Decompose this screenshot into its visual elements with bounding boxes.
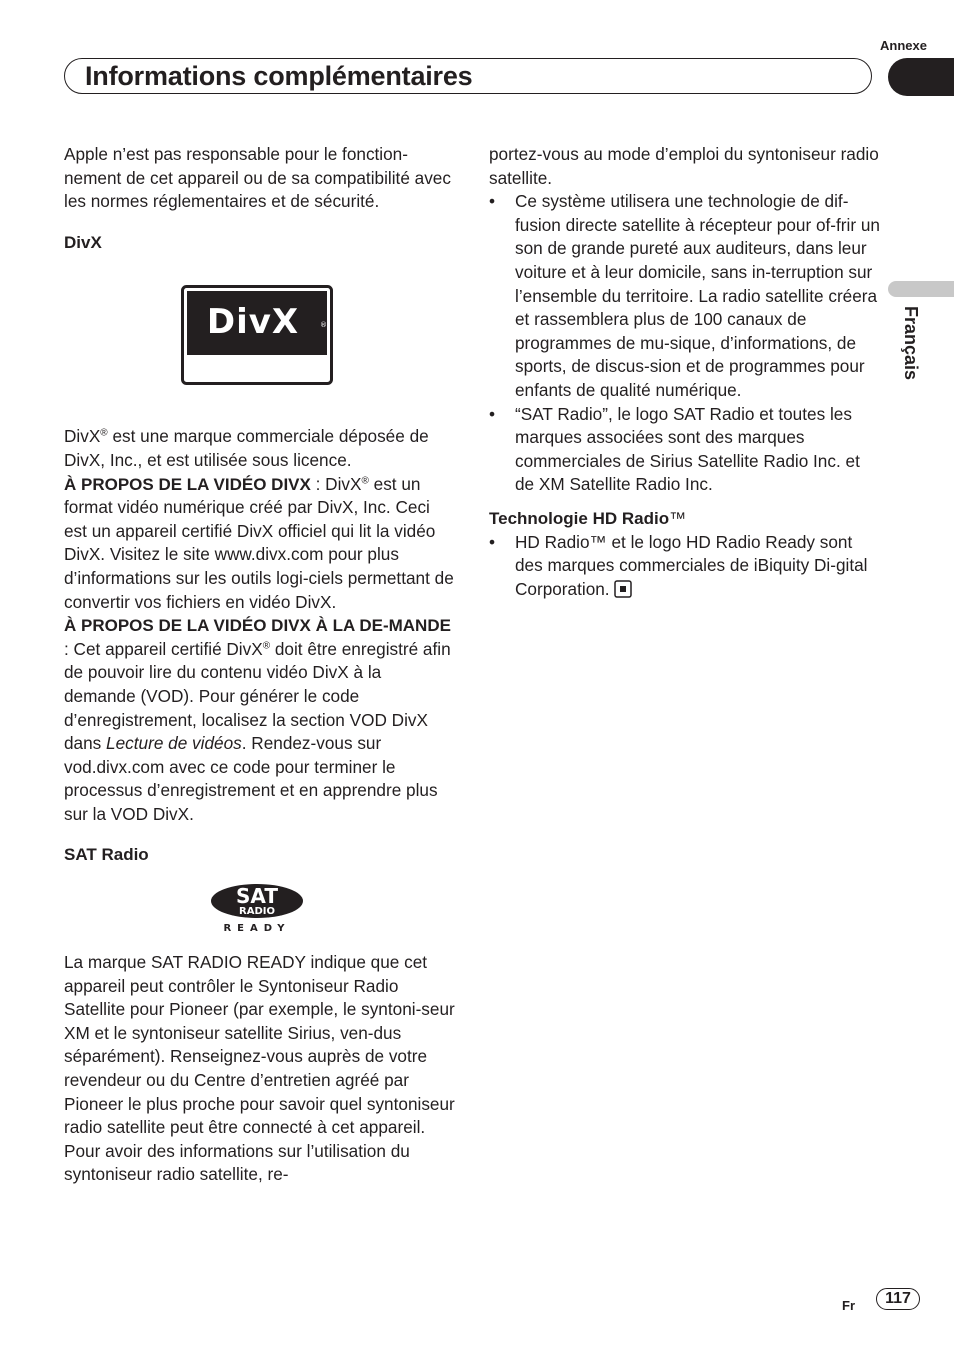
chapter-tab <box>888 58 954 96</box>
apple-paragraph: Apple n’est pas responsable pour le fonction-nement de cet appareil ou de sa compatibilité avec les normes réglementaires et de sécurité. <box>64 144 451 212</box>
about-divx-video-paragraph: À PROPOS DE LA VIDÉO DIVX : DivX® est un format vidéo numérique créé par DivX, Inc. Ceci est un appareil certifié DivX officiel qui lit la vidéo DivX. Visitez le site www.divx.com pour plus d’informations sur les outils logi-ciels permettant de convertir vos fichiers en vidéo DivX. <box>64 473 454 612</box>
bullet-icon: • <box>489 403 496 424</box>
divx-logo-text: DivX <box>206 302 300 343</box>
language-tab-marker <box>888 281 954 297</box>
sat-logo-mid-text: RADIO <box>239 906 275 918</box>
title-box <box>64 58 872 94</box>
about-divx-vod-label: À PROPOS DE LA VIDÉO DIVX À LA DE-MANDE <box>64 616 451 636</box>
divx-heading: DivX <box>64 232 102 252</box>
sat-radio-ready-logo <box>209 883 305 933</box>
sat-logo-bottom-text: READY <box>223 923 291 934</box>
page-number: 117 <box>876 1288 920 1310</box>
continued-paragraph: portez-vous au mode d’emploi du syntoniseur radio satellite. <box>489 144 879 188</box>
right-column <box>489 143 881 601</box>
section-label: Annexe <box>880 38 927 53</box>
about-divx-video-label: À PROPOS DE LA VIDÉO DIVX <box>64 474 311 494</box>
bullet-icon: • <box>489 531 496 552</box>
end-of-section-icon <box>614 580 632 598</box>
list-item: • “SAT Radio”, le logo SAT Radio et toutes les marques associées sont des marques commerciales de Sirius Satellite Radio Inc. et de XM Satellite Radio Inc. <box>489 403 860 495</box>
sat-logo-top-text: SAT <box>236 884 278 909</box>
divx-trademark-paragraph: DivX® est une marque commerciale déposée de DivX, Inc., et est utilisée sous licence. <box>64 426 429 470</box>
list-item: • HD Radio™ et le logo HD Radio Ready sont des marques commerciales de iBiquity Di-gital Corporation. <box>489 531 868 599</box>
sat-radio-paragraph: La marque SAT RADIO READY indique que cet appareil peut contrôler le Syntoniseur Radio Satellite pour Pioneer (par exemple, le syntoni-seur XM et le syntoniseur satellite Sirius, ven-dus séparément). Renseignez-vous auprès de votre revendeur ou du Centre d’entretien agréé par Pioneer le plus proche pour savoir quel syntoniseur radio satellite peut être connecté à cet appareil. Pour avoir des informations sur l’utilisation du syntoniseur radio satellite, re- <box>64 952 455 1185</box>
page-title: Informations complémentaires <box>85 61 473 91</box>
left-column <box>64 143 456 1187</box>
sat-radio-heading: SAT Radio <box>64 845 149 865</box>
divx-logo <box>181 285 333 385</box>
list-item: • Ce système utilisera une technologie de dif-fusion directe satellite à récepteur pour of-frir un son de grande pureté aux auditeurs, dans leur voiture et à leur domicile, sans in-terruption sur l’ensemble du territoire. La radio satellite créera et rassemblera plus de 100 canaux de programmes de mu-sique, d’informations, de sports, de discus-sion et de programmes pour enfants de qualité numérique. <box>489 191 880 400</box>
about-divx-vod-paragraph: À PROPOS DE LA VIDÉO DIVX À LA DE-MANDE : Cet appareil certifié DivX® doit être enregistré afin de pouvoir lire du contenu vidéo DivX à la demande (VOD). Pour générer le code d’enregistrement, localisez la section VOD DivX dans Lecture de vidéos. Rendez-vous sur vod.divx.com avec ce code pour terminer le processus d’enregistrement et en apprendre plus sur la VOD DivX. <box>64 616 451 824</box>
bullet-icon: • <box>489 191 496 212</box>
divx-logo-registered: ® <box>320 321 327 330</box>
hd-radio-heading: Technologie HD Radio™ <box>489 508 687 528</box>
footer-language: Fr <box>842 1298 855 1313</box>
language-tab-label: Français <box>901 306 921 381</box>
